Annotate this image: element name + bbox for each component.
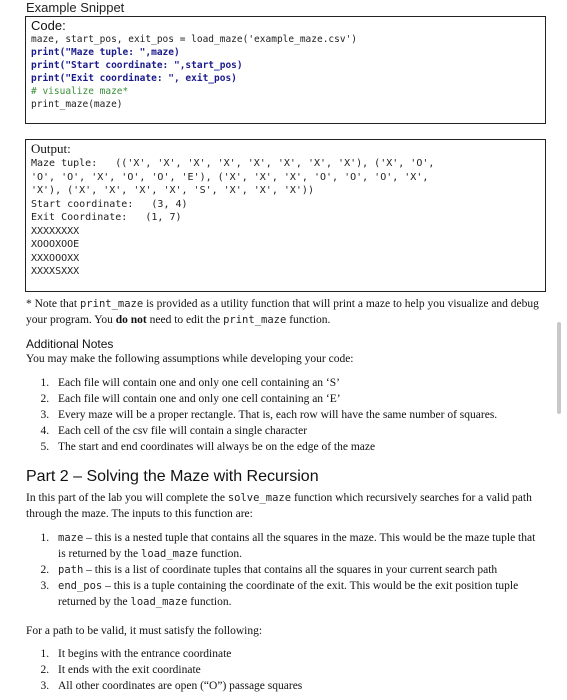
list-item: 4. Each cell of the csv file will contain a single character [52, 423, 497, 439]
output-line: 'X'), ('X', 'X', 'X', 'X', 'S', 'X', 'X', 'X')) [31, 185, 314, 196]
code-lines [26, 33, 545, 111]
part2-intro [26, 490, 548, 522]
note-text: function. [286, 314, 331, 326]
output-line: Start coordinate: (3, 4) [31, 198, 188, 210]
code-line-7 [31, 98, 540, 111]
param-code: end_pos [58, 580, 103, 592]
note-text: * Note that [26, 298, 80, 310]
utility-note [26, 296, 548, 328]
list-item: 3. All other coordinates are open (“O”) passage squares [52, 678, 302, 694]
param-code: load_maze [141, 548, 198, 560]
code-line-2 [31, 46, 540, 59]
inputs-list [26, 530, 542, 610]
param-text: – this is a list of coordinate tuples that contains all the squares in your current search path [83, 564, 498, 576]
param-code: path [58, 564, 84, 576]
param-text: function. [187, 596, 232, 608]
list-item: 1. It begins with the entrance coordinate [52, 646, 302, 662]
code-line-1 [31, 33, 540, 46]
valid-intro: For a path to be valid, it must satisfy the following: [26, 625, 263, 637]
output-lines [26, 157, 545, 279]
valid-list [26, 646, 302, 694]
code-text: print("Start coordinate: ",start_pos) [31, 60, 243, 71]
code-text: print_maze(maze) [31, 99, 123, 110]
intro-code: solve_maze [227, 492, 292, 504]
note-text: is provided as a utility function that will print a maze to help you visualize and debug your program. You [26, 298, 539, 326]
code-box-title: Code: [31, 18, 66, 33]
output-line: Exit Coordinate: (1, 7) [31, 212, 182, 223]
list-item: 2. Each file will contain one and only one cell containing an ‘E’ [52, 391, 497, 407]
list-item [52, 530, 542, 562]
list-item [52, 562, 542, 578]
intro-text: In this part of the lab you will complete the [26, 492, 228, 504]
intro-text: function which recursively searches for a valid path through the maze. The inputs to this function are: [26, 492, 532, 520]
code-box [25, 16, 546, 124]
output-box [25, 139, 546, 292]
assumptions-list [26, 375, 497, 455]
output-line: XOOOXOOE [31, 239, 80, 250]
output-line: XXXXXXXX [31, 225, 80, 237]
additional-notes-heading: Additional Notes [26, 337, 114, 351]
code-comment: # visualize maze* [31, 86, 129, 97]
code-text: print("Maze tuple: ",maze) [31, 47, 180, 58]
list-item: 2. It ends with the exit coordinate [52, 662, 302, 678]
output-line: Maze tuple: (('X', 'X', 'X', 'X', 'X', 'X', 'X', 'X'), ('X', 'O', [31, 158, 435, 169]
param-text: function. [197, 548, 243, 560]
code-line-6 [31, 85, 540, 98]
section-label: Example Snippet [26, 0, 125, 15]
list-item [52, 578, 542, 610]
param-code: load_maze [130, 596, 188, 608]
output-line: XXXOOOXX [31, 252, 80, 264]
output-box-title: Output: [31, 141, 71, 156]
scrollbar-thumb[interactable] [557, 322, 561, 414]
output-line: XXXXSXXX [31, 266, 80, 277]
note-text: need to edit the [146, 314, 224, 326]
param-text: – this is a nested tuple that contains all the squares in the maze. This would be the maze tuple that is returned by the [58, 532, 536, 560]
code-line-4 [31, 72, 540, 85]
note-code: print_maze [223, 314, 287, 326]
list-item: 3. Every maze will be a proper rectangle. That is, each row will have the same number of squares. [52, 407, 497, 423]
additional-notes-intro: You may make the following assumptions while developing your code: [26, 353, 354, 365]
note-bold: do not [115, 314, 147, 326]
list-item: 1. Each file will contain one and only one cell containing an ‘S’ [52, 375, 497, 391]
param-code: maze [58, 532, 84, 544]
part2-heading: Part 2 – Solving the Maze with Recursion [26, 468, 319, 485]
param-text: – this is a tuple containing the coordinate of the exit. This would be the exit position tuple returned by the [58, 580, 519, 608]
note-code: print_maze [79, 298, 144, 310]
code-text: print("Exit coordinate: ", exit_pos) [31, 73, 237, 84]
output-line: 'O', 'O', 'X', 'O', 'O', 'E'), ('X', 'X', 'X', 'O', 'O', 'O', 'X', [31, 171, 429, 183]
code-text: maze, start_pos, exit_pos = load_maze('example_maze.csv') [31, 34, 358, 45]
code-line-3 [31, 59, 540, 72]
list-item: 5. The start and end coordinates will always be on the edge of the maze [52, 439, 497, 455]
